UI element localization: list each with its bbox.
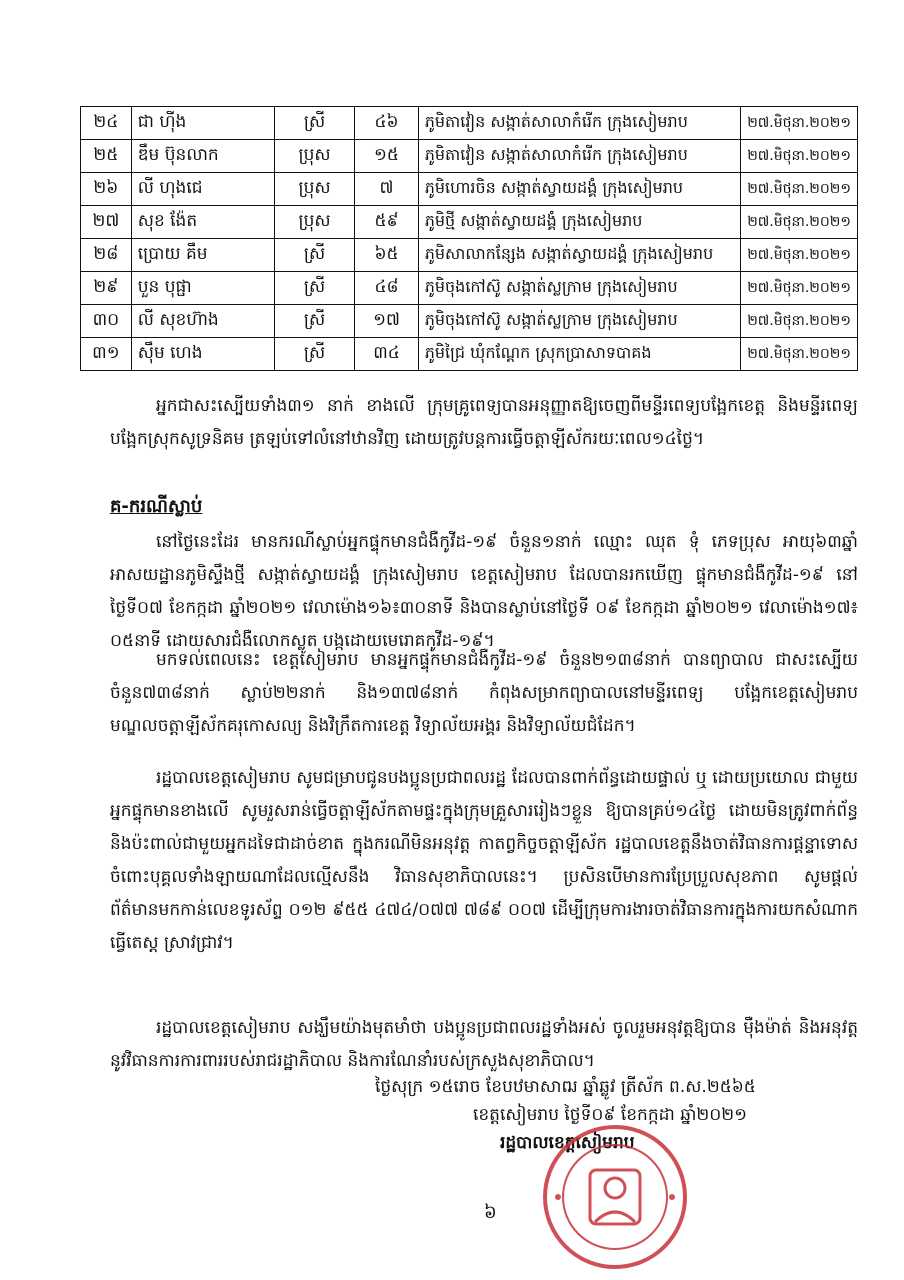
- table-row: [81, 272, 858, 305]
- patient-age: ៣៤: [355, 338, 418, 371]
- patient-name: ប្រោយ គឹម: [131, 239, 274, 272]
- patient-address: ភូមិសាលាកន្សែង សង្កាត់ស្វាយដង្គំ ក្រុងសៀមរាប: [418, 239, 740, 272]
- table-row: [81, 140, 858, 173]
- patient-name: លី ហុងជេ: [131, 173, 274, 206]
- patient-age: ៦៥: [355, 239, 418, 272]
- patient-sex: ស្រី: [274, 305, 355, 338]
- patient-name: បួន បុផ្ផា: [131, 272, 274, 305]
- patient-sex: ប្រុស: [274, 173, 355, 206]
- patient-sex: ស្រី: [274, 338, 355, 371]
- patient-address: ភូមិជ្រៃ ឃុំកណ្តែក ស្រុកប្រាសាទបាគង: [418, 338, 740, 371]
- patient-sex: ប្រុស: [274, 140, 355, 173]
- patient-name: ជា ហ៊ីង: [131, 107, 274, 140]
- table-row: [81, 206, 858, 239]
- discharge-date: ២៧.មិថុនា.២០២១: [741, 140, 858, 173]
- death-heading: គ-ករណីស្លាប់: [110, 496, 203, 517]
- official-seal-icon: [540, 1122, 690, 1272]
- patient-address: ភូមិចុងកៅស៊ូ សង្កាត់ស្លក្រាម ក្រុងសៀមរាប: [418, 272, 740, 305]
- table-row: [81, 305, 858, 338]
- row-number: ២៥: [81, 140, 132, 173]
- advice-paragraph: រដ្ឋបាលខេត្តសៀមរាប សូមជម្រាបជូនបងប្អូនប្រជាពលរដ្ឋ ដែលបានពាក់ព័ន្ធដោយផ្ទាល់ ឬ ដោយប្រយោល ជាមួយអ្នកផ្ទុកមានខាងលើ សូមរួសរាន់ធ្វើចត្តាឡីស័កតាមផ្ទះក្នុងក្រុមគ្រួសាររៀងៗខ្លួន ឱ្យបានគ្រប់១៤ថ្ងៃ ដោយមិនត្រូវពាក់ព័ន្ធ និងប៉ះពាល់ជាមួយអ្នកដទៃជាដាច់ខាត ក្នុងករណីមិនអនុវត្ត កាតព្វកិច្ចចត្តាឡីស័ក រដ្ឋបាលខេត្តនឹងចាត់វិធានការផ្តន្ទាទោសចំពោះបុគ្គលទាំងឡាយណាដែលល្មើសនឹង វិធានសុខាភិបាលនេះ។ ប្រសិនបើមានការប្រែប្រួលសុខភាព សូមផ្តល់ព័ត៌មានមកកាន់លេខទូរស័ព្ទ ០១២ ៩៥៥ ៤៧៤/០៧៧ ៧៨៩ ០០៧ ដើម្បីក្រុមការងារចាត់វិធានការក្នុងការយកសំណាកធ្វើតេស្ត ស្រាវជ្រាវ។: [110, 768, 858, 953]
- patient-address: ភូមិតាវៀន សង្កាត់សាលាកំរើក ក្រុងសៀមរាប: [418, 140, 740, 173]
- patient-age: ៤៦: [355, 107, 418, 140]
- patient-age: ៧: [355, 173, 418, 206]
- patient-address: ភូមិតាវៀន សង្កាត់សាលាកំរើក ក្រុងសៀមរាប: [418, 107, 740, 140]
- patient-sex: ស្រី: [274, 272, 355, 305]
- row-number: ២៦: [81, 173, 132, 206]
- death-paragraph: នៅថ្ងៃនេះដែរ មានករណីស្លាប់អ្នកផ្ទុកមានជំងឺកូវីដ-១៩ ចំនួន១នាក់ ឈ្មោះ ឈុត ទុំ ភេទប្រុស អាយុ៦៣ឆ្នាំ អាសយដ្ឋានភូមិស្ទឹងថ្មី សង្កាត់ស្វាយដង្គំ ក្រុងសៀមរាប ខេត្តសៀមរាប ដែលបានរកឃើញ ផ្ទុកមានជំងឺកូវីដ-១៩ នៅថ្ងៃទី០៧ ខែកក្កដា ឆ្នាំ២០២១ វេលាម៉ោង១៦៖៣០នាទី និងបានស្លាប់នៅថ្ងៃទី ០៩ ខែកក្កដា ឆ្នាំ២០២១ វេលាម៉ោង១៧៖០៥នាទី ដោយសារជំងឺលោកស្លូត បង្កដោយមេរោគកូវីដ-១៩។: [110, 532, 858, 651]
- solar-date: ខេត្តសៀមរាប ថ្ងៃទី០៩ ខែកក្កដា ឆ្នាំ២០២១: [473, 1105, 748, 1125]
- totals-paragraph: មកទល់ពេលនេះ ខេត្តសៀមរាប មានអ្នកផ្ទុកមានជំងឺកូវីដ-១៩ ចំនួន២១៣៨នាក់ បានព្យាបាល ជាសះស្បើយចំនួន៧៣៨នាក់ ស្លាប់២២នាក់ និង១៣៧៨នាក់ កំពុងសម្រាកព្យាបាលនៅមន្ទីរពេទ្យ បង្អែកខេត្តសៀមរាប មណ្ឌលចត្តាឡីស័កគរុកោសល្យ និងវិក្រឹតការខេត្ត វិទ្យាល័យអង្គរ និងវិទ្យាល័យជំដែក។: [110, 650, 858, 736]
- row-number: ២៩: [81, 272, 132, 305]
- patient-sex: ប្រុស: [274, 206, 355, 239]
- page-number: ៦: [484, 1202, 497, 1223]
- row-number: ៣១: [81, 338, 132, 371]
- discharge-date: ២៧.មិថុនា.២០២១: [741, 173, 858, 206]
- patient-name: សុខ ង៉ែត: [131, 206, 274, 239]
- patient-name: លី សុខហ៊ាង: [131, 305, 274, 338]
- patient-age: ៥៩: [355, 206, 418, 239]
- patient-name: ស៊ឹម ហេង: [131, 338, 274, 371]
- patient-address: ភូមិហោរចិន សង្កាត់ស្វាយដង្គំ ក្រុងសៀមរាប: [418, 173, 740, 206]
- patient-age: ១៧: [355, 305, 418, 338]
- patient-sex: ស្រី: [274, 239, 355, 272]
- discharge-date: ២៧.មិថុនា.២០២១: [741, 272, 858, 305]
- table-row: [81, 173, 858, 206]
- row-number: ៣០: [81, 305, 132, 338]
- row-number: ២៤: [81, 107, 132, 140]
- patient-address: ភូមិចុងកៅស៊ូ សង្កាត់ស្លក្រាម ក្រុងសៀមរាប: [418, 305, 740, 338]
- recovered-paragraph: អ្នកជាសះស្បើយទាំង៣១ នាក់ ខាងលើ ក្រុមគ្រូពេទ្យបានអនុញ្ញាតឱ្យចេញពីមន្ទីរពេទ្យបង្អែកខេត្ត និងមន្ទីរពេទ្យបង្អែកស្រុកសូទ្រនិគម ត្រឡប់ទៅលំនៅឋានវិញ ដោយត្រូវបន្តការធ្វើចត្តាឡីស័ករយៈពេល១៤ថ្ងៃ។: [110, 396, 858, 449]
- table-row: [81, 338, 858, 371]
- discharge-date: ២៧.មិថុនា.២០២១: [741, 206, 858, 239]
- table-row: [81, 107, 858, 140]
- lunar-date: ថ្ងៃសុក្រ ១៥រោច ខែបឋមាសាឍ ឆ្នាំឆ្លូវ ត្រីស័ក ព.ស.២៥៦៥: [375, 1077, 756, 1097]
- patient-name: ឌឹម ប៊ុនលាក: [131, 140, 274, 173]
- patient-sex: ស្រី: [274, 107, 355, 140]
- row-number: ២៧: [81, 206, 132, 239]
- discharge-date: ២៧.មិថុនា.២០២១: [741, 338, 858, 371]
- discharge-date: ២៧.មិថុនា.២០២១: [741, 305, 858, 338]
- patient-age: ៤៨: [355, 272, 418, 305]
- discharge-date: ២៧.មិថុនា.២០២១: [741, 107, 858, 140]
- patient-address: ភូមិថ្មី សង្កាត់ស្វាយដង្គំ ក្រុងសៀមរាប: [418, 206, 740, 239]
- table-row: [81, 239, 858, 272]
- patient-age: ១៥: [355, 140, 418, 173]
- cases-table: [80, 106, 858, 371]
- row-number: ២៨: [81, 239, 132, 272]
- closing-paragraph: រដ្ឋបាលខេត្តសៀមរាប សង្ឃឹមយ៉ាងមុតមាំថា បងប្អូនប្រជាពលរដ្ឋទាំងអស់ ចូលរួមអនុវត្តឱ្យបាន ម៉ឺងម៉ាត់ និងអនុវត្តនូវវិធានការការពាររបស់រាជរដ្ឋាភិបាល និងការណែនាំរបស់ក្រសួងសុខាភិបាល។: [110, 1018, 858, 1071]
- discharge-date: ២៧.មិថុនា.២០២១: [741, 239, 858, 272]
- issuing-office: រដ្ឋបាលខេត្តសៀមរាប: [500, 1133, 635, 1153]
